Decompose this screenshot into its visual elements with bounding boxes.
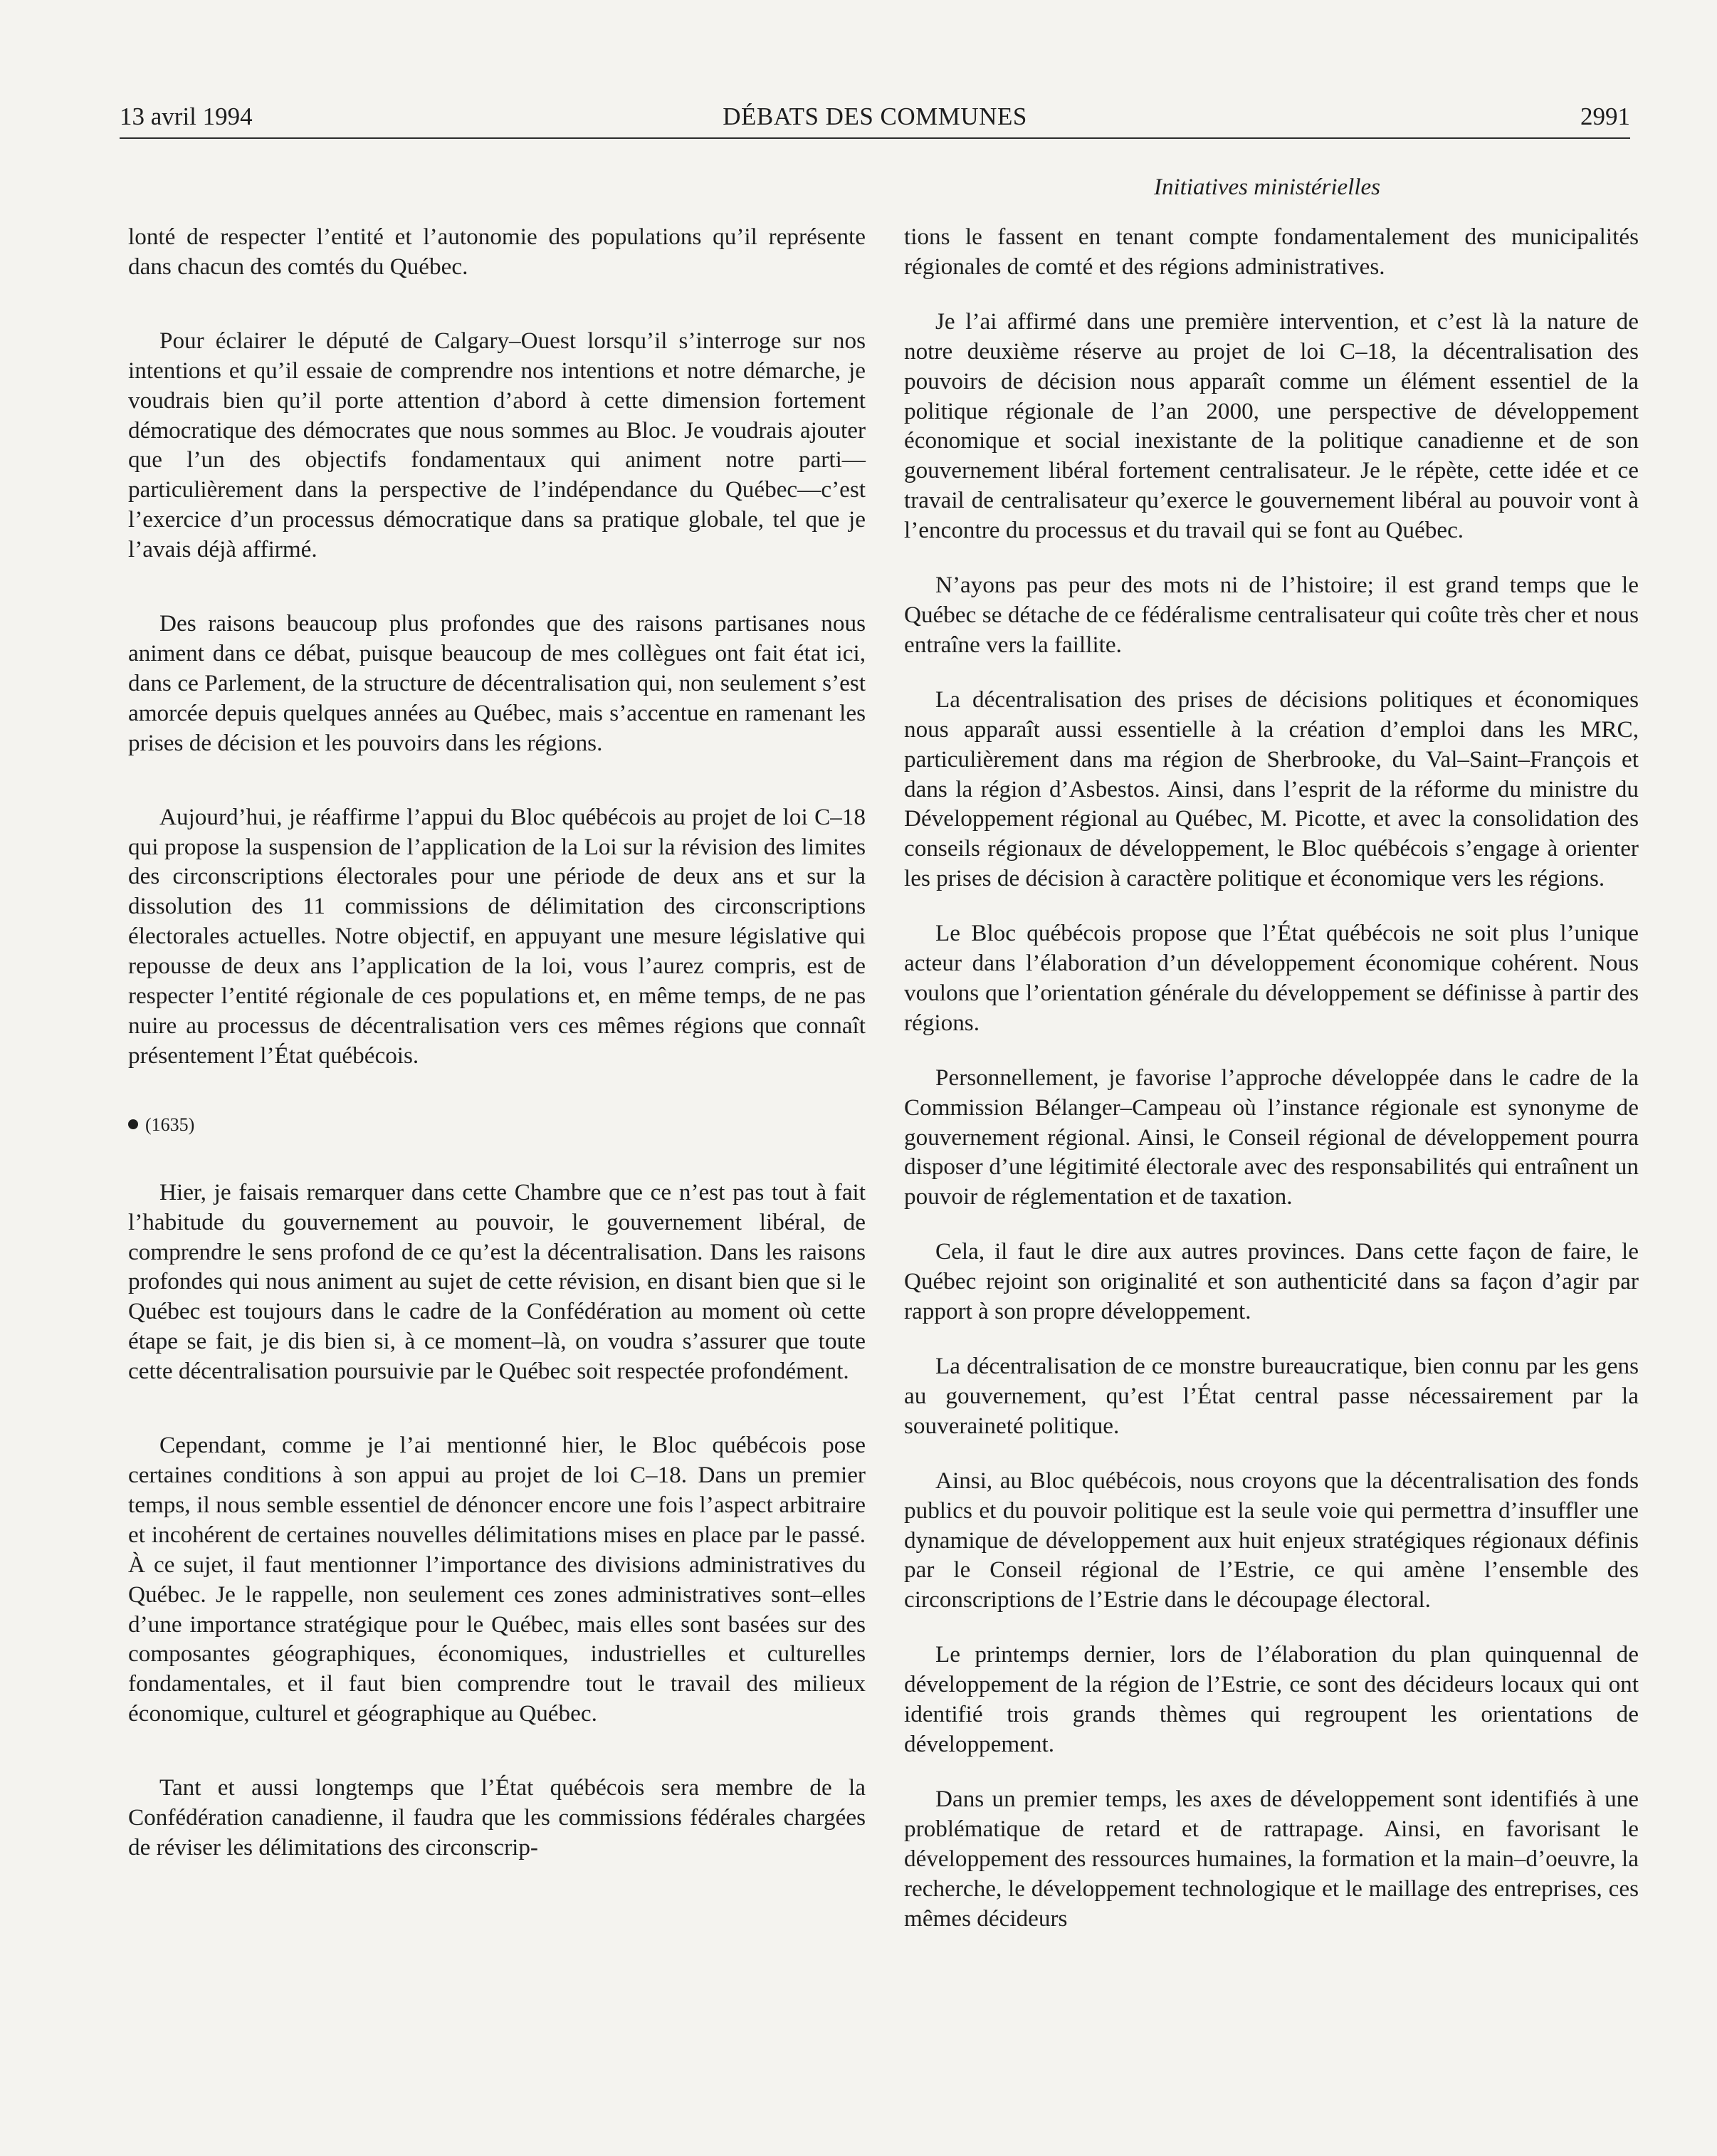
paragraph: Ainsi, au Bloc québécois, nous croyons que la décentralisation des fonds publics et du pouvoir politique est la seule voie qui permettra d’insuffler une dynamique de développement aux huit enjeux stratégiques régionaux définis par le Conseil régional de l’Estrie, ce qui amène l’ensemble des circonscriptions de l’Estrie dans le découpage électoral. — [904, 1467, 1639, 1613]
time-stamp-text: (1635) — [145, 1114, 195, 1135]
paragraph: Le printemps dernier, lors de l’élaboration du plan quinquennal de développement de la région de l’Estrie, ce sont des décideurs locaux qui ont identifié trois grands thèmes qui regroupent les orientations de développement. — [904, 1641, 1639, 1757]
header-page-number: 2991 — [1580, 103, 1630, 130]
time-stamp — [128, 1111, 866, 1139]
paragraph: Cependant, comme je l’ai mentionné hier, le Bloc québécois pose certaines conditions à son appui au projet de loi C–18. Dans un premier temps, il nous semble essentiel de dénoncer encore une fois l’aspect arbitraire et incohérent de certaines nouvelles délimitations mises en place par le passé. À ce sujet, il faut mentionner l’importance des divisions administratives du Québec. Je le rappelle, non seulement ces zones administratives sont–elles d’une importance stratégique pour le Québec, mais elles sont basées sur des composantes géographiques, économiques, industrielles et culturelles fondamentales, et il faut bien comprendre tout le travail des milieux économique, culturel et géographique au Québec. — [128, 1432, 866, 1727]
header-date: 13 avril 1994 — [120, 103, 253, 130]
paragraph: N’ayons pas peur des mots ni de l’histoire; il est grand temps que le Québec se détache de ce fédéralisme centralisateur qui coûte très cher et nous entraîne vers la faillite. — [904, 572, 1639, 658]
right-column — [904, 222, 1639, 1933]
paragraph: Hier, je faisais remarquer dans cette Chambre que ce n’est pas tout à fait l’habitude du gouvernement au pouvoir, le gouvernement libéral, de comprendre le sens profond de ce qu’est la décentralisation. Dans les raisons profondes qui nous animent au sujet de cette révision, en disant bien que si le Québec est toujours dans le cadre de la Confédération au moment où cette étape se fait, je dis bien si, à ce moment–là, on voudra s’assurer que toute cette décentralisation poursuivie par le Québec soit respectée profondément. — [128, 1178, 866, 1385]
header-journal-title: DÉBATS DES COMMUNES — [723, 103, 1027, 130]
paragraph: Dans un premier temps, les axes de développement sont identifiés à une problématique de retard et de rattrapage. Ainsi, en favorisant le développement des ressources humaines, la formation et la main–d’oeuvre, la recherche, le développement technologique et le maillage des entreprises, ces mêmes décideurs — [904, 1785, 1639, 1932]
paragraph: lonté de respecter l’entité et l’autonomie des populations qu’il représente dans chacun des comtés du Québec. — [128, 224, 866, 280]
paragraph: Aujourd’hui, je réaffirme l’appui du Bloc québécois au projet de loi C–18 qui propose la suspension de l’application de la Loi sur la révision des limites des circonscriptions électorales pour une période de deux ans et sur la dissolution des 11 commissions de délimitation des circonscriptions électorales actuelles. Notre objectif, en appuyant une mesure législative qui repousse de deux ans l’application de la loi, vous l’aurez compris, est de respecter l’entité régionale de ces populations et, en même temps, de ne pas nuire au processus de décentralisation vers ces mêmes régions que connaît présentement l’État québécois. — [128, 803, 866, 1069]
paragraph: Cela, il faut le dire aux autres provinces. Dans cette façon de faire, le Québec rejoint son originalité et son authenticité dans sa façon d’agir par rapport à son propre développement. — [904, 1238, 1639, 1325]
paragraph: tions le fassent en tenant compte fondamentalement des municipalités régionales de comté et des régions administratives. — [904, 224, 1639, 280]
paragraph: Personnellement, je favorise l’approche développée dans le cadre de la Commission Bélanger–Campeau où l’instance régionale est synonyme de gouvernement régional. Ainsi, le Conseil régional de développement pourra disposer d’une légitimité électorale avec des responsabilités qui entraînent un pouvoir de réglementation et de taxation. — [904, 1064, 1639, 1210]
paragraph: Pour éclairer le député de Calgary–Ouest lorsqu’il s’interroge sur nos intentions et qu’il essaie de comprendre nos intentions et notre démarche, je voudrais bien qu’il porte attention d’abord à cette dimension fortement démocratique des démocrates que nous sommes au Bloc. Je voudrais ajouter que l’un des objectifs fondamentaux qui animent notre parti—particulièrement dans la perspective de l’indépendance du Québec—c’est l’exercice d’un processus démocratique dans sa pratique globale, tel que je l’avais déjà affirmé. — [128, 327, 866, 563]
paragraph: La décentralisation de ce monstre bureaucratique, bien connu par les gens au gouvernement, qu’est l’État central passe nécessairement par la souveraineté politique. — [904, 1353, 1639, 1439]
paragraph: Je l’ai affirmé dans une première intervention, et c’est là la nature de notre deuxième réserve au projet de loi C–18, la décentralisation des pouvoirs de décision nous apparaît comme un élément essentiel de la politique régionale de l’an 2000, une perspective de développement économique et social inexistante de la politique canadienne et de son gouvernement libéral fortement centralisateur. Je le répète, cette idée et ce travail de centralisateur qu’exerce le gouvernement libéral au pouvoir vont à l’encontre du processus et du travail qui se font au Québec. — [904, 308, 1639, 544]
paragraph: Des raisons beaucoup plus profondes que des raisons partisanes nous animent dans ce débat, puisque beaucoup de mes collègues ont fait état ici, dans ce Parlement, de la structure de décentralisation qui, non seulement s’est amorcée depuis quelques années au Québec, mais s’accentue en ramenant les prises de décision et les pouvoirs dans les régions. — [128, 610, 866, 756]
section-label: Initiatives ministérielles — [1153, 174, 1381, 200]
paragraph: Le Bloc québécois propose que l’État québécois ne soit plus l’unique acteur dans l’élaboration d’un développement économique cohérent. Nous voulons que l’orientation générale du développement se définisse à partir des régions. — [904, 920, 1639, 1036]
running-head — [120, 97, 1630, 137]
header-rule — [120, 137, 1630, 139]
left-column — [128, 222, 866, 1863]
paragraph: Tant et aussi longtemps que l’État québécois sera membre de la Confédération canadienne, il faudra que les commissions fédérales chargées de réviser les délimitations des circonscrip- — [128, 1774, 866, 1861]
bullet-icon — [128, 1119, 138, 1129]
paragraph: La décentralisation des prises de décisions politiques et économiques nous apparaît aussi essentielle à la création d’emploi dans les MRC, particulièrement dans ma région de Sherbrooke, du Val–Saint–François et dans la région d’Asbestos. Ainsi, dans l’esprit de la réforme du ministre du Développement régional au Québec, M. Picotte, et avec la consolidation des conseils régionaux de développement, le Bloc québécois s’engage à orienter les prises de décision à caractère politique et économique vers les régions. — [904, 686, 1639, 892]
